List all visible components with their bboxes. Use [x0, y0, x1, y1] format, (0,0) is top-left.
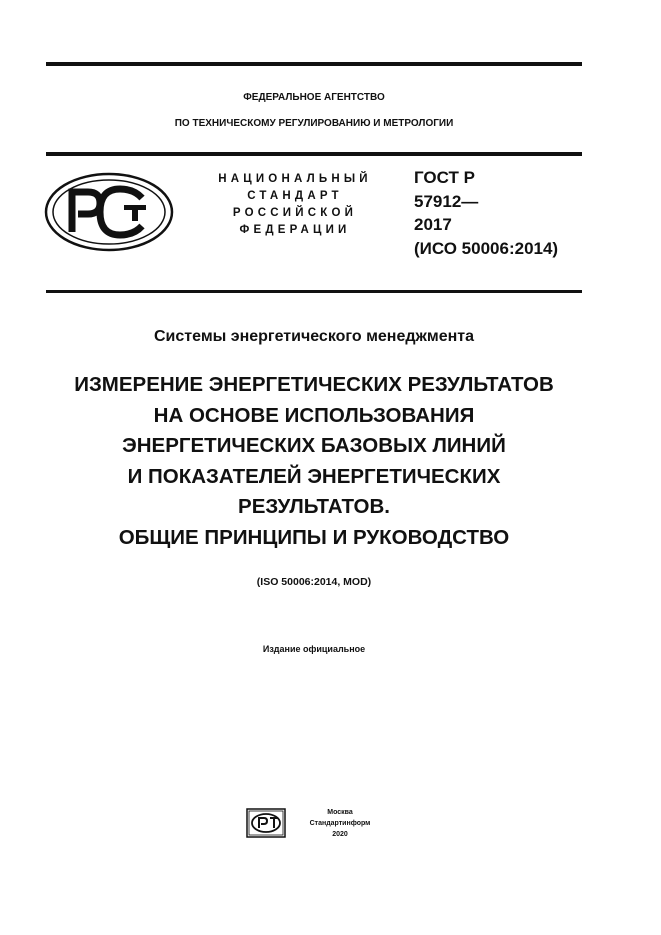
main-title-line: ИЗМЕРЕНИЕ ЭНЕРГЕТИЧЕСКИХ РЕЗУЛЬТАТОВ: [74, 373, 554, 396]
national-standard-line: СТАНДАРТ: [247, 190, 343, 202]
designation-line: 57912—: [414, 191, 479, 211]
main-title-line: РЕЗУЛЬТАТОВ.: [238, 495, 390, 518]
main-title-line: НА ОСНОВЕ ИСПОЛЬЗОВАНИЯ: [153, 403, 475, 427]
agency-name-line-1: ФЕДЕРАЛЬНОЕ АГЕНТСТВО: [243, 92, 385, 103]
standartinform-logo-icon: [246, 808, 286, 838]
iso-reference: (ISO 50006:2014, MOD): [256, 576, 372, 588]
standard-designation: [414, 166, 558, 260]
national-standard-line: НАЦИОНАЛЬНЫЙ: [218, 173, 372, 185]
top-rule: [46, 62, 582, 66]
main-title: [46, 370, 582, 553]
header-rule: [46, 152, 582, 156]
header-bottom-rule: [46, 290, 582, 293]
national-standard-line: ФЕДЕРАЦИИ: [239, 224, 351, 236]
main-title-line: ОБЩИЕ ПРИНЦИПЫ И РУКОВОДСТВО: [118, 525, 510, 549]
publisher-name: Стандартинформ: [309, 820, 371, 827]
main-title-line: И ПОКАЗАТЕЛЕЙ ЭНЕРГЕТИЧЕСКИХ: [127, 464, 501, 488]
publisher-block: [300, 807, 380, 840]
national-standard-label: [195, 171, 395, 239]
designation-line: 2017: [414, 215, 452, 234]
publisher-city: Москва: [327, 809, 353, 816]
main-title-line: ЭНЕРГЕТИЧЕСКИХ БАЗОВЫХ ЛИНИЙ: [122, 434, 506, 457]
designation-line: ГОСТ Р: [414, 168, 475, 187]
national-standard-line: РОССИЙСКОЙ: [232, 207, 358, 219]
series-title: Системы энергетического менеджмента: [154, 328, 474, 345]
rst-certification-mark-icon: [44, 172, 174, 252]
designation-line: (ИСО 50006:2014): [414, 238, 559, 258]
agency-name-line-2: ПО ТЕХНИЧЕСКОМУ РЕГУЛИРОВАНИЮ И МЕТРОЛОГИИ: [174, 118, 454, 129]
edition-label: Издание официальное: [262, 644, 366, 654]
publisher-year: 2020: [332, 831, 348, 838]
